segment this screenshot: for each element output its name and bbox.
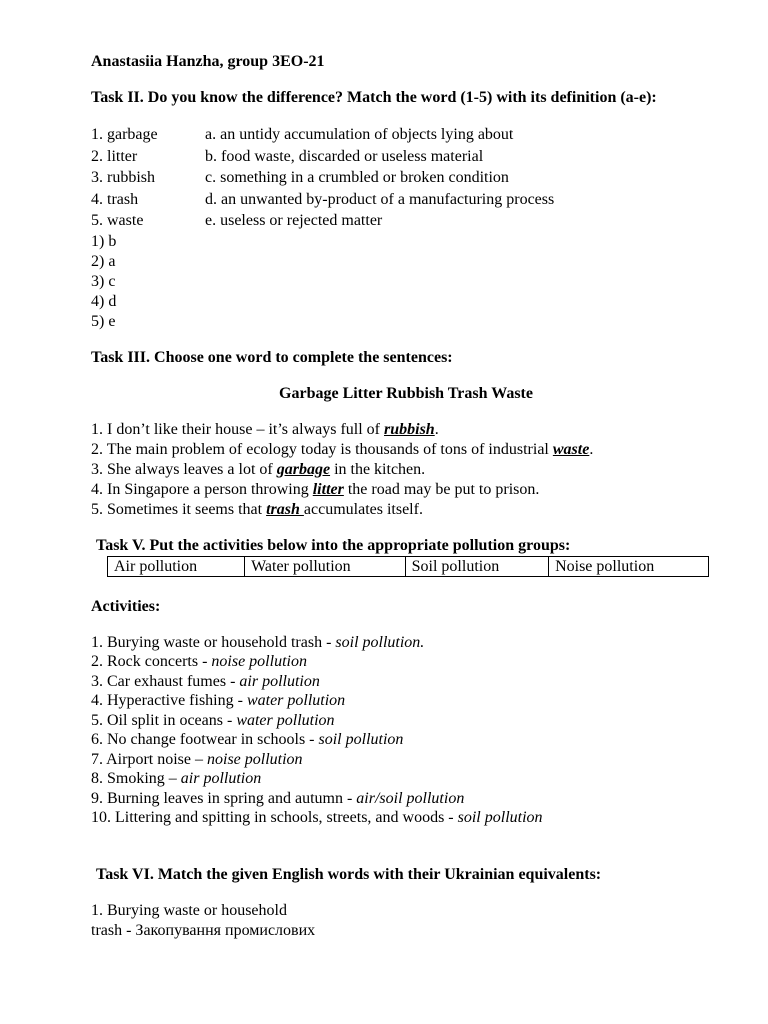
group-cell-water: Water pollution [245, 556, 406, 576]
activity-text: 6. No change footwear in schools - [91, 731, 319, 748]
task2-match-list [91, 124, 721, 232]
match-definition: d. an unwanted by-product of a manufacturing process [205, 190, 555, 208]
answer-line: 2) a [91, 252, 116, 270]
activity-item [91, 789, 721, 809]
activity-text: 2. Rock concerts - [91, 653, 212, 670]
activity-group: noise pollution [211, 653, 307, 670]
match-definition: c. something in a crumbled or broken condition [205, 169, 509, 186]
group-cell-air: Air pollution [108, 556, 245, 576]
activity-text: 10. Littering and spitting in schools, streets, and woods - [91, 809, 458, 826]
activity-text: 7. Airport noise – [91, 750, 207, 768]
match-row [91, 189, 721, 211]
match-definition: e. useless or rejected matter [205, 212, 383, 229]
match-word: 3. rubbish [91, 169, 155, 186]
match-definition: b. food waste, discarded or useless material [205, 147, 484, 165]
activity-group: air/soil pollution [356, 789, 465, 807]
sentence-line [91, 440, 721, 460]
answer-line: 3) c [91, 272, 116, 290]
author-line: Anastasiia Hanzha, group 3EO-21 [91, 53, 325, 70]
group-cell-noise: Noise pollution [549, 556, 709, 576]
activity-item [91, 672, 721, 692]
activity-text: 5. Oil split in oceans - [91, 711, 237, 729]
sentence-line [91, 420, 721, 440]
match-word: 2. litter [91, 147, 138, 165]
answer-line: 4) d [91, 292, 117, 310]
sentence-answer: waste [552, 440, 590, 458]
sentence-answer: rubbish [384, 420, 435, 438]
activity-text: 8. Smoking – [91, 770, 181, 787]
task2-answers [91, 232, 721, 332]
match-word: 5. waste [91, 212, 144, 229]
activity-item [91, 711, 721, 731]
sentence-answer: garbage [276, 460, 331, 478]
activity-group: soil pollution. [335, 633, 425, 651]
task6-heading: Task VI. Match the given English words with their Ukrainian equivalents: [96, 865, 602, 883]
activity-text: 4. Hyperactive fishing - [91, 692, 247, 709]
sentence-line [91, 460, 721, 480]
task6-line: 1. Burying waste or household [91, 901, 287, 919]
sentence-text: 4. In Singapore a person throwing [91, 480, 313, 498]
sentence-line [91, 480, 721, 500]
sentence-answer: litter [312, 480, 344, 498]
activity-item [91, 730, 721, 750]
group-cell-soil: Soil pollution [405, 556, 548, 576]
task3-sentences [91, 420, 721, 520]
match-word: 1. garbage [91, 126, 158, 143]
activity-group: soil pollution [457, 809, 543, 826]
activity-text: 3. Car exhaust fumes - [91, 672, 240, 690]
task6-line: trash - Закопування промислових [91, 921, 316, 939]
match-row [91, 210, 721, 232]
activity-group: noise pollution [207, 750, 303, 768]
sentence-text: . [434, 420, 439, 438]
activity-item [91, 808, 721, 828]
sentence-text: 5. Sometimes it seems that [91, 500, 267, 518]
activity-text: 9. Burning leaves in spring and autumn - [91, 789, 357, 807]
match-row [91, 167, 721, 189]
word-bank: Garbage Litter Rubbish Trash Waste [279, 384, 533, 402]
sentence-text: . [589, 440, 594, 458]
activity-text: 1. Burying waste or household trash - [91, 633, 336, 651]
activity-item [91, 652, 721, 672]
answer-line: 5) e [91, 312, 116, 330]
activity-group: water pollution [236, 711, 335, 729]
sentence-text: 1. I don’t like their house – it’s always full of [91, 420, 384, 438]
activity-group: air pollution [239, 672, 320, 690]
activity-item [91, 633, 721, 653]
sentence-text: 3. She always leaves a lot of [91, 460, 277, 478]
sentence-answer: trash [266, 500, 304, 518]
sentence-text: 2. The main problem of ecology today is thousands of tons of industrial [91, 440, 553, 458]
match-row [91, 124, 721, 146]
sentence-text: the road may be put to prison. [343, 480, 540, 498]
match-row [91, 146, 721, 168]
sentence-text: accumulates itself. [303, 500, 423, 518]
activities-list [91, 633, 721, 828]
pollution-groups-table [107, 556, 709, 577]
activities-label: Activities: [91, 597, 161, 615]
activity-group: soil pollution [318, 731, 404, 748]
sentence-text: in the kitchen. [330, 460, 426, 478]
match-word: 4. trash [91, 190, 139, 208]
task3-heading: Task III. Choose one word to complete the sentences: [91, 348, 453, 366]
activity-item [91, 691, 721, 711]
activity-group: air pollution [180, 770, 262, 787]
activity-item [91, 750, 721, 770]
match-definition: a. an untidy accumulation of objects lying about [205, 126, 514, 143]
task2-heading: Task II. Do you know the difference? Match the word (1-5) with its definition (a-e): [91, 89, 657, 106]
answer-line: 1) b [91, 232, 117, 250]
task5-heading: Task V. Put the activities below into the appropriate pollution groups: [96, 536, 571, 554]
document-page [91, 52, 721, 941]
activity-group: water pollution [246, 692, 346, 709]
activity-item [91, 769, 721, 789]
sentence-line [91, 500, 721, 520]
